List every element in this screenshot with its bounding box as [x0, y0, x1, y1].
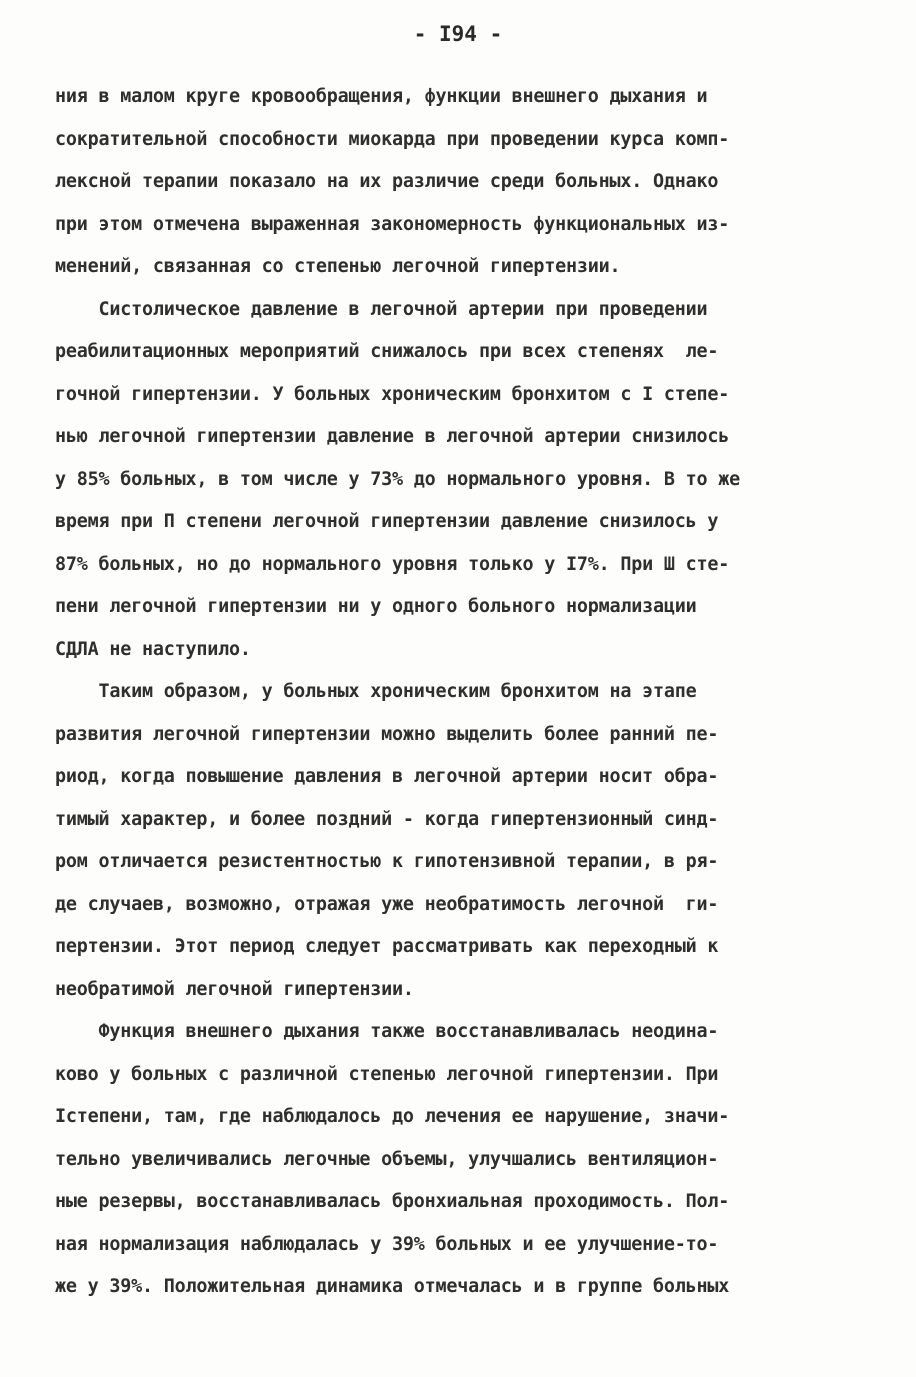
- text-line: Систолическое давление в легочной артерии при проведении: [55, 298, 708, 320]
- text-line: нью легочной гипертензии давление в легочной артерии снизилось: [55, 426, 730, 447]
- text-line: тельно увеличивались легочные объемы, улучшались вентиляцион-: [55, 1148, 719, 1170]
- text-line: Функция внешнего дыхания также восстанавливалась неодина-: [55, 1021, 719, 1042]
- text-line: риод, когда повышение давления в легочной артерии носит обра-: [55, 766, 719, 787]
- text-line: 87% больных, но до нормального уровня только у I7%. При Ш сте-: [55, 553, 730, 575]
- text-line: время при П степени легочной гипертензии давление снизилось у: [55, 511, 719, 532]
- text-line: же у 39%. Положительная динамика отмечалась и в группе больных: [55, 1276, 730, 1297]
- text-line: пени легочной гипертензии ни у одного больного нормализации: [55, 596, 697, 617]
- text-line: ные резервы, восстанавливалась бронхиальная проходимость. Пол-: [55, 1191, 730, 1212]
- text-line: необратимой легочной гипертензии.: [55, 978, 414, 1000]
- text-line: гочной гипертензии. У больных хроническим бронхитом с I степе-: [55, 383, 730, 405]
- text-line: ково у больных с различной степенью легочной гипертензии. При: [55, 1063, 719, 1085]
- text-line: ная нормализация наблюдалась у 39% больных и ее улучшение-то-: [55, 1233, 719, 1255]
- body-text: [55, 76, 875, 1309]
- text-line: лексной терапии показало на их различие среди больных. Однако: [55, 171, 719, 192]
- page-number: - I94 -: [413, 22, 503, 46]
- text-line: сократительной способности миокарда при проведении курса комп-: [55, 128, 730, 150]
- text-line: реабилитационных мероприятий снижалось при всех степенях ле-: [55, 341, 719, 362]
- text-line: ром отличается резистентностью к гипотензивной терапии, в ря-: [55, 851, 719, 872]
- text-line: тимый характер, и более поздний - когда гипертензионный синд-: [55, 808, 719, 830]
- text-line: СДЛА не наступило.: [55, 638, 251, 660]
- text-line: Iстепени, там, где наблюдалось до лечения ее нарушение, значи-: [55, 1106, 730, 1127]
- text-line: развития легочной гипертензии можно выделить более ранний пе-: [55, 723, 719, 745]
- text-line: Таким образом, у больных хроническим бронхитом на этапе: [55, 681, 697, 702]
- text-line: пертензии. Этот период следует рассматривать как переходный к: [55, 936, 719, 957]
- text-line: де случаев, возможно, отражая уже необратимость легочной ги-: [55, 893, 719, 915]
- text-line: у 85% больных, в том числе у 73% до нормального уровня. В то же: [55, 468, 740, 490]
- text-line: при этом отмечена выраженная закономерность функциональных из-: [55, 213, 730, 235]
- text-line: ния в малом круге кровообращения, функции внешнего дыхания и: [55, 86, 708, 107]
- text-line: менений, связанная со степенью легочной гипертензии.: [55, 256, 621, 277]
